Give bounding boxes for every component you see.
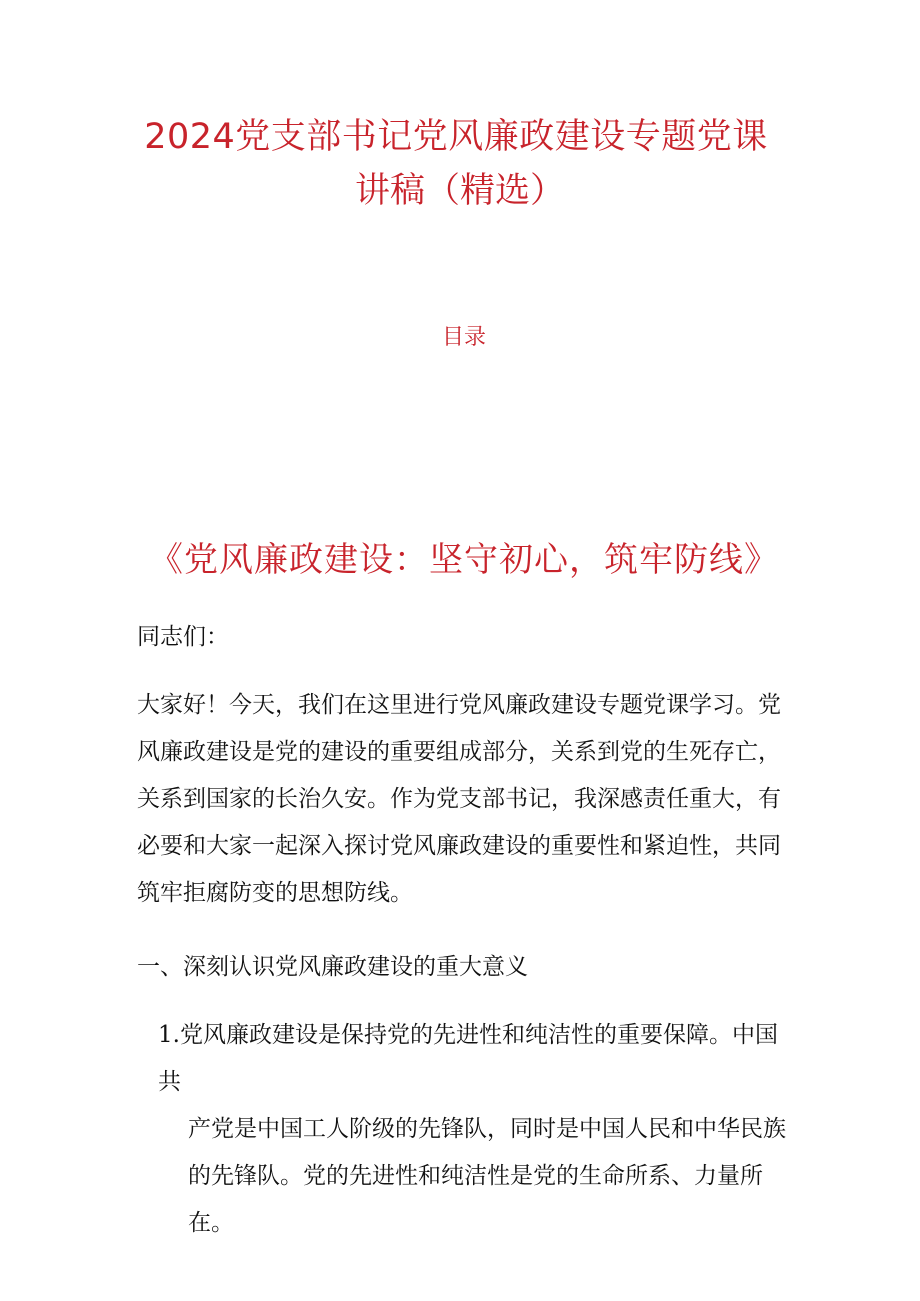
title-line-2: 讲稿（精选） [354,171,565,211]
point-line-3: 的先锋队。党的先进性和纯洁性是党的生命所系、力量所在。 [188,1163,763,1236]
greeting: 同志们： [137,624,229,650]
body-paragraph: 大家好！今天，我们在这里进行党风廉政建设专题党课学习。党风廉政建设是党的建设的重要组成部分，关系到党的生死存亡，关系到国家的长治久安。作为党支部书记，我深感责任重大，有必要和大家一起深入探讨党风廉政建设的重要性和紧迫性，共同筑牢拒腐防变的思想防线。 [137,692,781,906]
point-line-1: 1.党风廉政建设是保持党的先进性和纯洁性的重要保障。中国共 [158,1022,778,1095]
section-heading: 一、深刻认识党风廉政建设的重大意义 [137,954,528,980]
article-title: 《党风廉政建设：坚守初心，筑牢防线》 [149,540,779,580]
document-title [0,112,920,216]
title-line-1: 2024党支部书记党风廉政建设专题党课 [144,117,768,157]
point-line-2: 产党是中国工人阶级的先锋队，同时是中国人民和中华民族 [188,1116,786,1142]
toc-label: 目录 [441,325,486,350]
numbered-point [158,1012,798,1247]
